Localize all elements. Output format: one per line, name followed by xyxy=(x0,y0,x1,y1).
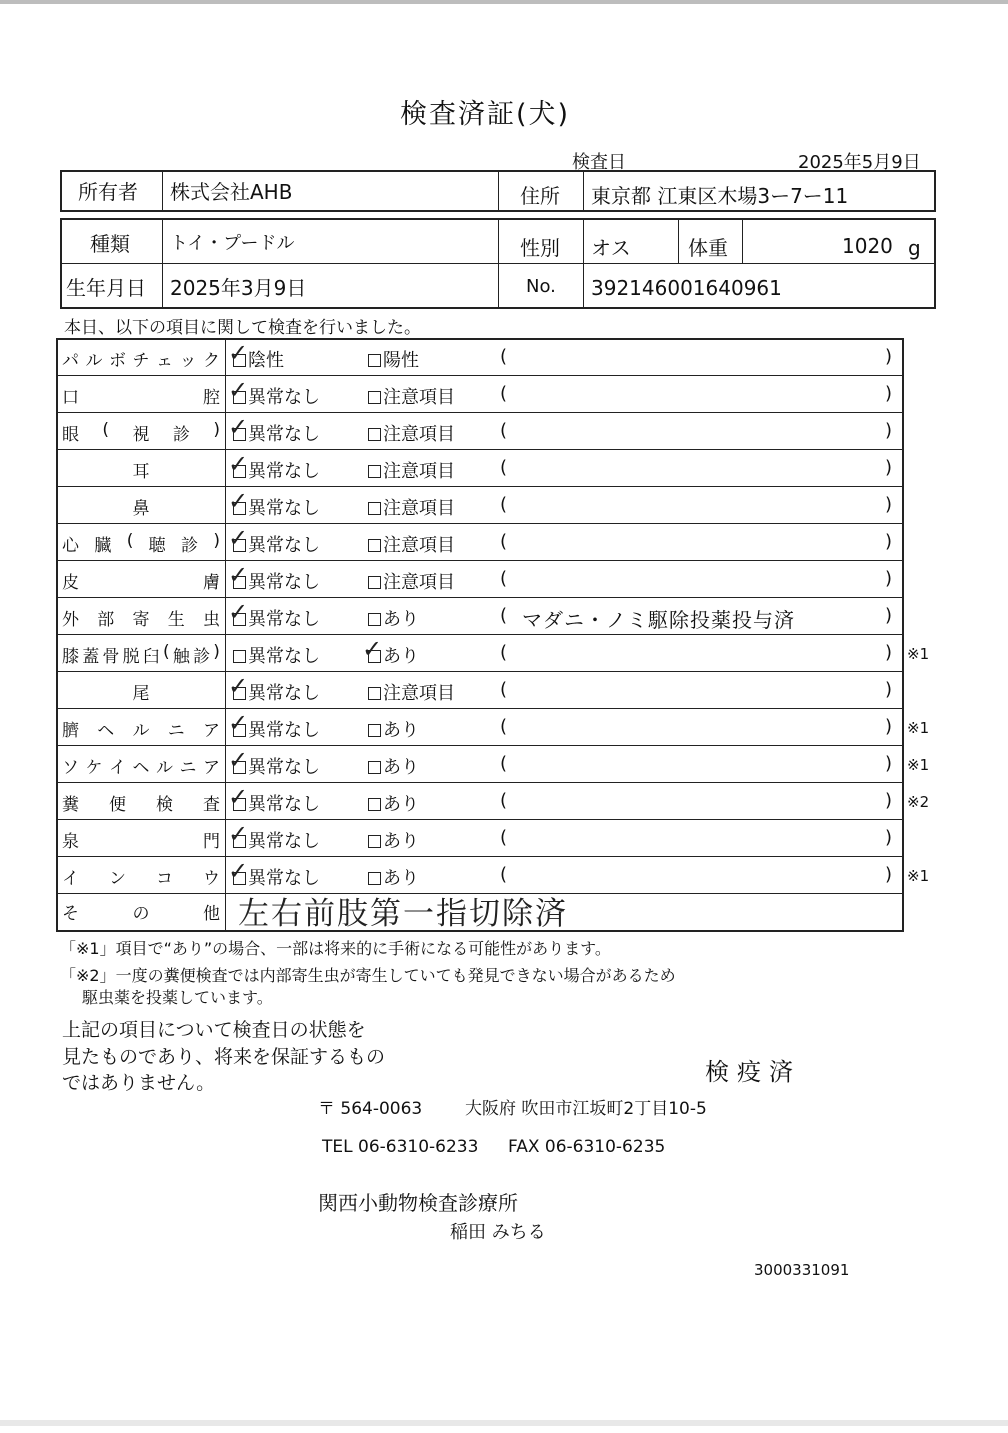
breed-label: 種類 xyxy=(90,232,130,256)
option-1-label: 異常なし xyxy=(248,387,320,408)
weight-value: 1020 xyxy=(842,234,893,258)
paren-open: ( xyxy=(500,753,508,774)
option-1-label: 異常なし xyxy=(248,609,320,630)
sex-value: オス xyxy=(591,236,631,260)
option-2-label: あり xyxy=(383,868,419,889)
inspection-date-label: 検査日 xyxy=(572,152,626,173)
check-mark-icon: ✓ xyxy=(228,413,249,441)
table-label-divider xyxy=(225,338,226,932)
row-label: 尾 xyxy=(132,684,150,704)
row-divider xyxy=(56,597,904,598)
row-label: 眼 ( 視 診 ) xyxy=(62,420,220,445)
check-mark-icon: ✓ xyxy=(228,857,249,885)
check-mark-icon: ✓ xyxy=(228,598,249,626)
option-2-label: 陽性 xyxy=(383,350,419,371)
footnote-1: 「※1」項目で“あり”の場合、一部は将来的に手術になる可能性があります。 xyxy=(60,939,611,958)
row-divider xyxy=(56,523,904,524)
row-label: 泉 門 xyxy=(62,832,220,852)
paren-open: ( xyxy=(500,827,508,848)
checkbox-option-2[interactable] xyxy=(368,724,381,737)
row-divider xyxy=(56,560,904,561)
disclaimer-line-3: ではありません。 xyxy=(62,1072,216,1094)
other-label: そ の 他 xyxy=(62,904,220,924)
row-footnote-mark: ※2 xyxy=(907,793,930,811)
check-mark-icon: ✓ xyxy=(228,376,249,404)
row-label: イ ン コ ウ xyxy=(62,869,220,889)
other-handwritten-note: 左右前肢第一指切除済 xyxy=(238,896,568,932)
option-2-label: あり xyxy=(383,609,419,630)
paren-close: ) xyxy=(885,679,893,700)
paren-open: ( xyxy=(500,494,508,515)
clinic-phone: TEL 06-6310-6233 xyxy=(322,1137,479,1157)
row-label: 耳 xyxy=(132,462,150,482)
checkbox-option-2[interactable] xyxy=(368,798,381,811)
option-2 xyxy=(368,716,419,742)
clinic-fax: FAX 06-6310-6235 xyxy=(508,1137,666,1157)
breed-value: トイ・プードル xyxy=(170,233,295,254)
number-value: 392146001640961 xyxy=(591,276,782,300)
row-divider xyxy=(56,412,904,413)
check-mark-icon: ✓ xyxy=(228,339,249,367)
scan-edge-bottom xyxy=(0,1420,1008,1426)
checkbox-option-2[interactable] xyxy=(368,576,381,589)
checkbox-option-2[interactable] xyxy=(368,835,381,848)
option-2-label: 注意項目 xyxy=(383,535,455,556)
paren-close: ) xyxy=(885,864,893,885)
row-footnote-mark: ※1 xyxy=(907,719,930,737)
sex-label: 性別 xyxy=(520,236,560,260)
checkbox-option-2[interactable] xyxy=(368,613,381,626)
row-label: 心 臓 ( 聴 診 ) xyxy=(62,531,220,556)
row-label: 口 腔 xyxy=(62,388,220,408)
quarantine-stamp: 検疫済 xyxy=(705,1058,801,1086)
option-2-label: 注意項目 xyxy=(383,683,455,704)
owner-value: 株式会社AHB xyxy=(170,180,293,204)
option-1-label: 異常なし xyxy=(248,461,320,482)
address-value: 東京都 江東区木場3ー7ー11 xyxy=(591,184,849,208)
option-2-label: あり xyxy=(383,720,419,741)
checkbox-option-2[interactable] xyxy=(368,872,381,885)
option-2 xyxy=(368,383,455,409)
row-label: 臍 ヘ ル ニ ア xyxy=(62,721,220,741)
paren-open: ( xyxy=(500,346,508,367)
inspection-date: 2025年5月9日 xyxy=(798,152,921,173)
checkbox-option-2[interactable] xyxy=(368,354,381,367)
paren-open: ( xyxy=(500,716,508,737)
checkbox-option-2[interactable] xyxy=(368,391,381,404)
row-footnote-mark: ※1 xyxy=(907,756,930,774)
weight-label: 体重 xyxy=(688,236,728,260)
birth-label: 生年月日 xyxy=(66,276,146,300)
option-2 xyxy=(368,864,419,890)
option-1-label: 異常なし xyxy=(248,757,320,778)
paren-open: ( xyxy=(500,790,508,811)
option-1-label: 異常なし xyxy=(248,572,320,593)
option-2 xyxy=(368,679,455,705)
row-label: 膝 蓋 骨 脱 臼 ( 触 診 ) xyxy=(62,642,220,667)
option-2 xyxy=(368,568,455,594)
option-1-label: 陰性 xyxy=(248,350,284,371)
check-mark-icon: ✓ xyxy=(228,561,249,589)
page-title: 検査済証(犬) xyxy=(400,99,571,130)
paren-open: ( xyxy=(500,383,508,404)
disclaimer-line-1: 上記の項目について検査日の状態を xyxy=(62,1019,366,1041)
option-2-label: 注意項目 xyxy=(383,461,455,482)
paren-close: ) xyxy=(885,827,893,848)
disclaimer-line-2: 見たものであり、将来を保証するもの xyxy=(62,1046,386,1068)
check-mark-icon: ✓ xyxy=(228,746,249,774)
clinic-address: 大阪府 吹田市江坂町2丁目10-5 xyxy=(465,1099,707,1119)
option-2 xyxy=(368,420,455,446)
scan-edge-top xyxy=(0,0,1008,4)
checkbox-option-2[interactable] xyxy=(368,465,381,478)
option-2-label: あり xyxy=(383,757,419,778)
footnote-3: 駆虫薬を投薬しています。 xyxy=(82,988,273,1007)
option-2 xyxy=(368,346,419,372)
paren-open: ( xyxy=(500,679,508,700)
birth-value: 2025年3月9日 xyxy=(170,276,307,300)
clinic-person: 稲田 みちる xyxy=(450,1222,546,1243)
option-2 xyxy=(368,457,455,483)
paren-close: ) xyxy=(885,753,893,774)
option-1 xyxy=(233,642,320,668)
row-divider xyxy=(56,375,904,376)
checkbox-option-2[interactable] xyxy=(368,761,381,774)
row-note: マダニ・ノミ駆除投薬投与済 xyxy=(522,608,795,632)
check-mark-icon: ✓ xyxy=(228,820,249,848)
paren-close: ) xyxy=(885,494,893,515)
clinic-name: 関西小動物検査診療所 xyxy=(318,1191,518,1215)
paren-close: ) xyxy=(885,716,893,737)
row-divider xyxy=(56,745,904,746)
option-2-label: あり xyxy=(383,646,419,667)
owner-label: 所有者 xyxy=(78,180,138,204)
checkbox-option-2[interactable] xyxy=(368,687,381,700)
row-label: 糞 便 検 査 xyxy=(62,795,220,815)
weight-unit: g xyxy=(908,236,921,260)
check-mark-icon: ✓ xyxy=(228,672,249,700)
option-2 xyxy=(368,605,419,631)
option-2 xyxy=(368,827,419,853)
checkbox-option-2[interactable] xyxy=(368,502,381,515)
option-2-label: 注意項目 xyxy=(383,498,455,519)
option-1-label: 異常なし xyxy=(248,794,320,815)
footnote-2: 「※2」一度の糞便検査では内部寄生虫が寄生していても発見できない場合があるため xyxy=(60,966,676,985)
paren-open: ( xyxy=(500,605,508,626)
option-1-label: 異常なし xyxy=(248,646,320,667)
clinic-postal: 〒 564-0063 xyxy=(318,1099,423,1119)
check-mark-icon: ✓ xyxy=(362,635,383,663)
option-1-label: 異常なし xyxy=(248,831,320,852)
paren-open: ( xyxy=(500,457,508,478)
row-footnote-mark: ※1 xyxy=(907,645,930,663)
paren-close: ) xyxy=(885,568,893,589)
checkbox-option-2[interactable] xyxy=(368,539,381,552)
document-id: 3000331091 xyxy=(754,1261,850,1279)
paren-open: ( xyxy=(500,864,508,885)
row-divider xyxy=(56,708,904,709)
option-1-label: 異常なし xyxy=(248,498,320,519)
address-label: 住所 xyxy=(520,184,560,208)
row-divider xyxy=(56,671,904,672)
option-1-label: 異常なし xyxy=(248,424,320,445)
row-divider xyxy=(56,634,904,635)
option-2 xyxy=(368,790,419,816)
number-label: No. xyxy=(526,276,556,297)
option-2-label: あり xyxy=(383,794,419,815)
option-2 xyxy=(368,531,455,557)
option-2 xyxy=(368,494,455,520)
row-divider xyxy=(56,782,904,783)
paren-open: ( xyxy=(500,642,508,663)
row-divider xyxy=(56,449,904,450)
paren-open: ( xyxy=(500,420,508,441)
row-divider xyxy=(56,486,904,487)
paren-close: ) xyxy=(885,642,893,663)
option-2-label: 注意項目 xyxy=(383,387,455,408)
option-2-label: あり xyxy=(383,831,419,852)
checkbox-option-2[interactable] xyxy=(368,428,381,441)
paren-close: ) xyxy=(885,457,893,478)
check-mark-icon: ✓ xyxy=(228,487,249,515)
row-divider xyxy=(56,856,904,857)
paren-close: ) xyxy=(885,346,893,367)
checkbox-option-1[interactable] xyxy=(233,650,246,663)
paren-close: ) xyxy=(885,605,893,626)
option-2-label: 注意項目 xyxy=(383,424,455,445)
row-footnote-mark: ※1 xyxy=(907,867,930,885)
row-divider xyxy=(56,819,904,820)
check-mark-icon: ✓ xyxy=(228,450,249,478)
row-label: 鼻 xyxy=(132,499,150,519)
option-1-label: 異常なし xyxy=(248,868,320,889)
check-mark-icon: ✓ xyxy=(228,709,249,737)
paren-close: ) xyxy=(885,790,893,811)
paren-close: ) xyxy=(885,420,893,441)
row-label: 皮 膚 xyxy=(62,573,220,593)
paren-open: ( xyxy=(500,568,508,589)
option-1-label: 異常なし xyxy=(248,683,320,704)
row-label: パ ル ボ チ ェ ッ ク xyxy=(62,351,220,371)
option-2-label: 注意項目 xyxy=(383,572,455,593)
check-mark-icon: ✓ xyxy=(228,783,249,811)
row-label: ソ ケ イ ヘ ル ニ ア xyxy=(62,758,220,778)
option-1-label: 異常なし xyxy=(248,535,320,556)
intro-text: 本日、以下の項目に関して検査を行いました。 xyxy=(64,318,421,338)
row-label: 外 部 寄 生 虫 xyxy=(62,610,220,630)
option-2 xyxy=(368,753,419,779)
option-1-label: 異常なし xyxy=(248,720,320,741)
paren-close: ) xyxy=(885,383,893,404)
paren-open: ( xyxy=(500,531,508,552)
check-mark-icon: ✓ xyxy=(228,524,249,552)
paren-close: ) xyxy=(885,531,893,552)
